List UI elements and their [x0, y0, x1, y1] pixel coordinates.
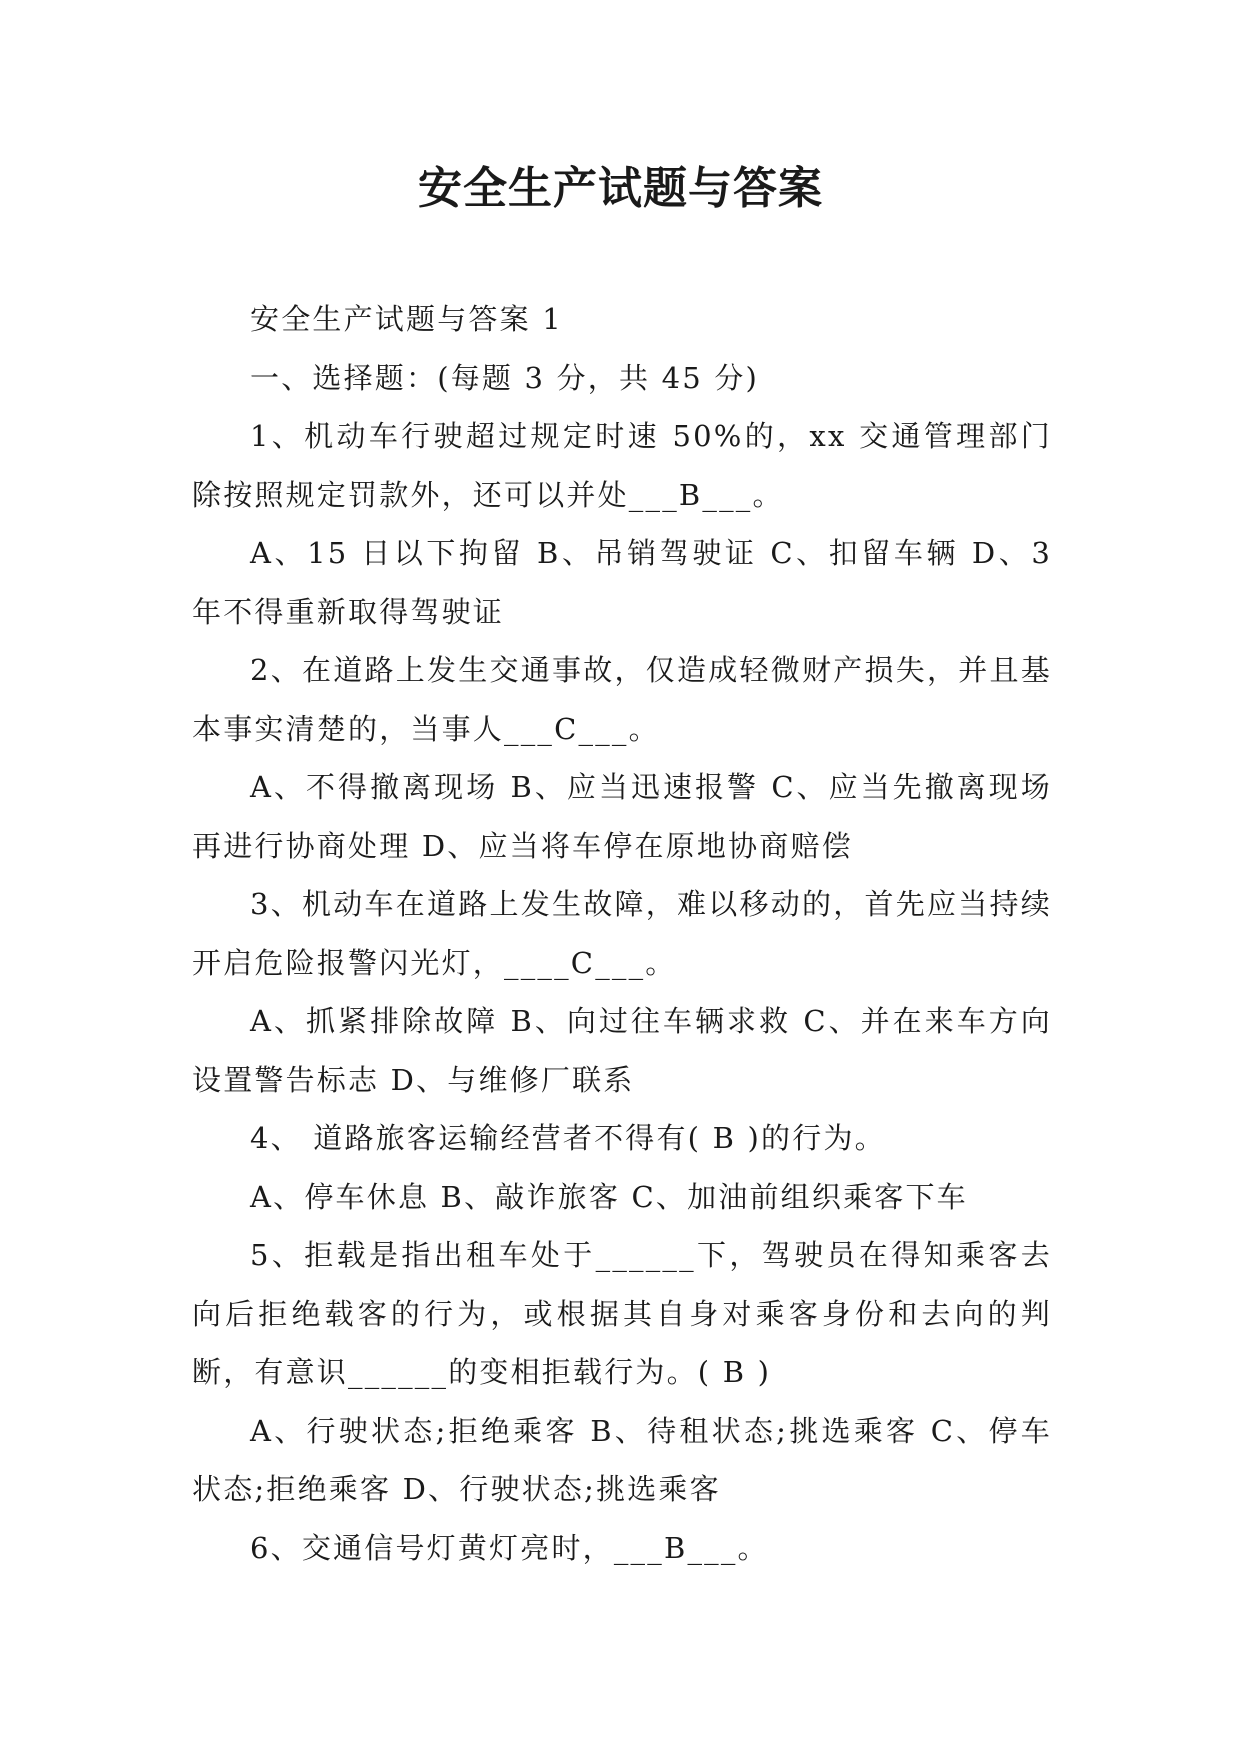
question-2-options: A、不得撤离现场 B、应当迅速报警 C、应当先撤离现场再进行协商处理 D、应当将车停在原地协商赔偿	[192, 770, 1052, 863]
question-4-options: A、停车休息 B、敲诈旅客 C、加油前组织乘客下车	[250, 1179, 968, 1214]
question-1-options: A、15 日以下拘留 B、吊销驾驶证 C、扣留车辆 D、3 年不得重新取得驾驶证	[192, 536, 1052, 629]
question-4: 4、 道路旅客运输经营者不得有( B )的行为。	[250, 1121, 886, 1155]
document-body	[192, 290, 1052, 1577]
question-2: 2、在道路上发生交通事故，仅造成轻微财产损失，并且基本事实清楚的，当事人___C___。	[192, 653, 1052, 746]
question-3-options: A、抓紧排除故障 B、向过往车辆求救 C、并在来车方向设置警告标志 D、与维修厂联系	[192, 1004, 1052, 1097]
question-5-options: A、行驶状态;拒绝乘客 B、待租状态;挑选乘客 C、停车状态;拒绝乘客 D、行驶状态;挑选乘客	[192, 1413, 1052, 1506]
question-1: 1、机动车行驶超过规定时速 50%的，xx 交通管理部门除按照规定罚款外，还可以并处___B___。	[192, 419, 1052, 512]
question-6: 6、交通信号灯黄灯亮时，___B___。	[250, 1530, 769, 1565]
document-title: 安全生产试题与答案	[418, 163, 823, 214]
question-5: 5、拒载是指出租车处于______下，驾驶员在得知乘客去向后拒绝载客的行为，或根据其自身对乘客身份和去向的判断，有意识______的变相拒载行为。( B )	[192, 1238, 1052, 1389]
section-heading: 安全生产试题与答案 1	[250, 302, 563, 336]
question-group-heading: 一、选择题：(每题 3 分，共 45 分)	[250, 360, 760, 395]
question-3: 3、机动车在道路上发生故障，难以移动的，首先应当持续开启危险报警闪光灯，____C___。	[192, 887, 1052, 980]
